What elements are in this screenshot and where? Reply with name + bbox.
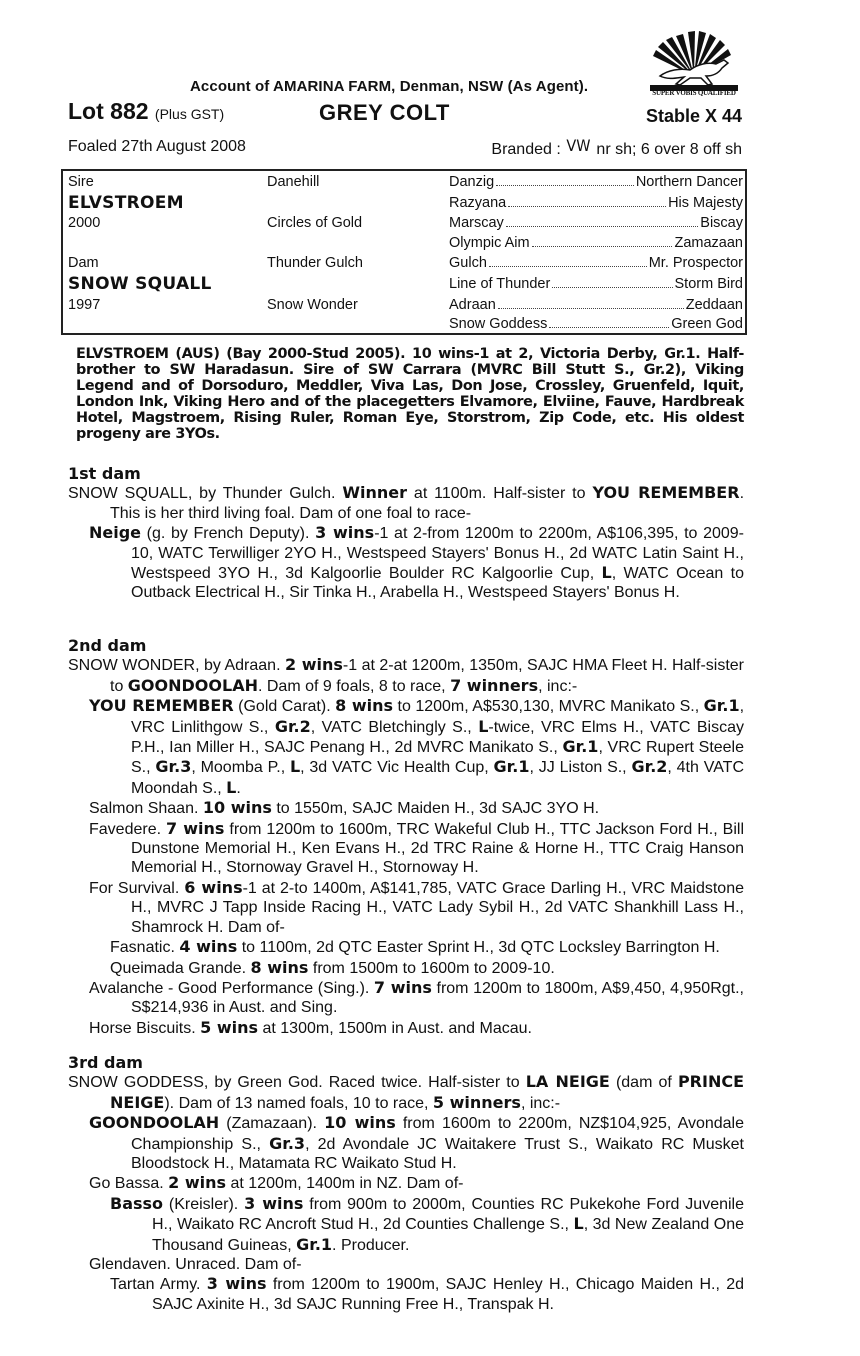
bold-text-run: Gr.3 xyxy=(269,1133,306,1153)
bold-text-run: 7 wins xyxy=(373,977,432,997)
pedigree-row xyxy=(449,195,743,211)
text-run: ). Dam of 13 named foals, 10 to race, xyxy=(164,1094,433,1112)
bold-text-run: Gr.3 xyxy=(155,757,192,777)
bold-text-run: 7 wins xyxy=(166,818,225,838)
ancestor-right: Storm Bird xyxy=(674,276,743,292)
ancestor-left: Olympic Aim xyxy=(449,235,530,251)
text-run: , inc:- xyxy=(538,677,578,695)
brand-details xyxy=(491,136,742,159)
bold-text-run: Neige xyxy=(89,523,142,543)
lot-note: (Plus GST) xyxy=(154,106,225,122)
progeny-entry xyxy=(68,798,744,818)
text-run: (Kreisler). xyxy=(163,1195,245,1213)
progeny-entry xyxy=(68,1274,744,1314)
text-run: SNOW WONDER, by Adraan. xyxy=(68,657,285,675)
first-dam-section xyxy=(68,464,744,603)
text-run: Go Bassa. xyxy=(89,1175,169,1193)
leader-dots xyxy=(552,276,672,288)
bold-text-run: 10 wins xyxy=(202,798,272,818)
dam-name: SNOW SQUALL xyxy=(68,274,212,294)
stable-number: Stable X 44 xyxy=(645,106,742,126)
progeny-entry xyxy=(68,937,744,957)
ancestor-left: Gulch xyxy=(449,255,487,271)
lot-number xyxy=(68,98,224,125)
progeny-entry xyxy=(68,696,744,798)
leader-dots xyxy=(489,255,647,267)
pedigree-row xyxy=(449,255,743,271)
progeny-entry xyxy=(68,1018,744,1038)
text-run: (Gold Carat). xyxy=(233,698,336,716)
text-run: . xyxy=(236,779,241,797)
leader-dots xyxy=(506,215,698,227)
text-run: to 1100m, 2d QTC Easter Sprint H., 3d QTC Locksley Barrington H. xyxy=(237,939,720,957)
progeny-entry xyxy=(68,1113,744,1173)
text-run: at 1300m, 1500m in Aust. and Macau. xyxy=(258,1019,532,1037)
pedigree-row xyxy=(449,276,743,292)
sire-name: ELVSTROEM xyxy=(68,193,184,213)
progeny-entry xyxy=(68,1173,744,1193)
text-run: , inc:- xyxy=(520,1094,561,1112)
bold-text-run: L xyxy=(226,777,237,797)
bold-text-run: 2 wins xyxy=(284,655,343,675)
pedigree-row xyxy=(449,235,743,251)
ancestor-left: Line of Thunder xyxy=(449,276,551,292)
pedigree-row xyxy=(449,174,743,190)
text-run: Queimada Grande. xyxy=(110,959,251,977)
section-heading: 2nd dam xyxy=(68,636,147,655)
leader-dots xyxy=(532,235,673,247)
bold-text-run: L xyxy=(478,716,489,736)
section-heading: 3rd dam xyxy=(68,1053,143,1072)
progeny-entry xyxy=(68,958,744,978)
text-run: , 3d New Zealand One Thousand Guineas, xyxy=(152,1216,744,1254)
bold-text-run: YOU REMEMBER xyxy=(592,483,740,503)
second-dam-section xyxy=(68,636,744,1038)
branded-prefix: Branded : xyxy=(491,141,566,158)
bold-text-run: 5 winners xyxy=(432,1092,521,1112)
text-run: from 1200m to 1800m, A$9,450, 4,950Rgt., S$214,936 in Aust. and Sing. xyxy=(131,979,744,1017)
text-run: Salmon Shaan. xyxy=(89,800,203,818)
ancestor-right: His Majesty xyxy=(668,195,743,211)
bold-text-run: LA NEIGE xyxy=(525,1072,610,1092)
bold-text-run: 2 wins xyxy=(168,1173,227,1193)
text-run: , VATC Bletchingly S., xyxy=(310,718,479,736)
bold-text-run: L xyxy=(601,563,612,583)
text-run: from 1500m to 1600m to 2009-10. xyxy=(308,959,555,977)
bold-text-run: 7 winners xyxy=(450,675,539,695)
leader-dots xyxy=(498,297,684,309)
bold-text-run: 8 wins xyxy=(250,957,309,977)
vendor-line: Account of AMARINA FARM, Denman, NSW (As Agent). xyxy=(190,78,589,95)
ancestor-left: Danzig xyxy=(449,174,495,190)
bold-text-run: Gr.1 xyxy=(562,737,599,757)
text-run: at 1200m, 1400m in NZ. Dam of- xyxy=(226,1175,464,1193)
logo-caption: SUPER VOBIS QUALIFIED xyxy=(652,89,736,97)
bold-text-run: Gr.1 xyxy=(703,696,740,716)
sire-dam: Circles of Gold xyxy=(267,215,363,231)
bold-text-run: Gr.1 xyxy=(296,1234,333,1254)
text-run: . Producer. xyxy=(332,1236,410,1254)
text-run: . Dam of 9 foals, 8 to race, xyxy=(257,677,451,695)
text-run: , JJ Liston S., xyxy=(529,759,632,777)
sire-sire: Danehill xyxy=(267,174,320,190)
leader-dots xyxy=(496,174,634,186)
bold-text-run: 3 wins xyxy=(244,1193,304,1213)
text-run: For Survival. xyxy=(89,879,185,897)
dam-entry xyxy=(68,1072,744,1113)
text-run: at 1100m. Half-sister to xyxy=(407,485,593,503)
text-run: SNOW SQUALL, by Thunder Gulch. xyxy=(68,485,343,503)
leader-dots xyxy=(549,316,669,328)
bold-text-run: 6 wins xyxy=(184,877,243,897)
dam-dam: Snow Wonder xyxy=(267,297,358,313)
progeny-entry xyxy=(68,878,744,937)
text-run: Glendaven. Unraced. Dam of- xyxy=(89,1256,302,1274)
progeny-entry xyxy=(68,523,744,603)
section-heading: 1st dam xyxy=(68,464,141,483)
progeny-entry xyxy=(68,1255,744,1274)
pedigree-row xyxy=(449,316,743,332)
bold-text-run: L xyxy=(573,1214,584,1234)
bold-text-run: 3 wins xyxy=(315,523,375,543)
ancestor-left: Adraan xyxy=(449,297,496,313)
text-run: Avalanche - Good Performance (Sing.). xyxy=(89,979,374,997)
bold-text-run: GOONDOOLAH xyxy=(89,1113,220,1133)
progeny-entry xyxy=(68,1194,744,1255)
dam-entry xyxy=(68,483,744,523)
third-dam-section xyxy=(68,1053,744,1314)
ancestor-left: Snow Goddess xyxy=(449,316,548,332)
text-run: , Moomba P., xyxy=(191,759,290,777)
ancestor-right: Green God xyxy=(671,316,743,332)
text-run: Favedere. xyxy=(89,820,167,838)
bold-text-run: 4 wins xyxy=(179,937,238,957)
text-run: , 3d VATC Vic Health Cup, xyxy=(300,759,494,777)
text-run: -1 at 2-from 1200m to 2200m, A$106,395, to 2009-10, WATC Terwilliger 2YO H., Westspeed Stayers' Bonus H., 2d WATC Latin Saint H., Westspeed 3YO H., 3d Kalgoorlie Boulder RC Kalgoorlie Cup, xyxy=(131,525,745,583)
bold-text-run: Winner xyxy=(342,483,408,503)
text-run: (dam of xyxy=(609,1074,678,1092)
text-run: -1 at 2-to 1400m, A$141,785, VATC Grace Darling H., VRC Maidstone H., MVRC J Tapp Inside Racing H., VATC Lady Sybil H., 2d VATC Shankhill Lass H., Shamrock H. Dam of- xyxy=(131,879,744,936)
text-run: SNOW GODDESS, by Green God. Raced twice. Half-sister to xyxy=(68,1074,526,1092)
bold-text-run: GOONDOOLAH xyxy=(127,675,258,695)
text-run: to 1200m, A$530,130, MVRC Manikato S., xyxy=(393,698,704,716)
brand-mark-icon: VW xyxy=(566,136,591,155)
text-run: -twice, VRC Elms H., VATC Biscay P.H., Ian Miller H., SAJC Penang H., 2d MVRC Manikato S., xyxy=(131,718,744,757)
text-run: -1 at 2-at 1200m, 1350m, SAJC HMA Fleet H. Half-sister to xyxy=(110,657,745,695)
lot-label: Lot 882 xyxy=(68,98,149,124)
text-run: , VRC Rupert Steele S., xyxy=(131,739,745,777)
bold-text-run: Basso xyxy=(110,1193,164,1213)
bold-text-run: 10 wins xyxy=(324,1113,396,1133)
text-run: Tartan Army. xyxy=(110,1276,207,1294)
text-run: Horse Biscuits. xyxy=(89,1019,201,1037)
text-run: from 900m to 2000m, Counties RC Pukekohe Ford Juvenile H., Waikato RC Ancroft Stud H., 2d Counties Challenge S., xyxy=(152,1195,744,1234)
ancestor-right: Mr. Prospector xyxy=(648,255,743,271)
bold-text-run: L xyxy=(289,757,301,777)
bold-text-run: YOU REMEMBER xyxy=(89,696,234,716)
text-run: Fasnatic. xyxy=(110,939,180,957)
sire-year: 2000 xyxy=(68,215,101,231)
dam-sire: Thunder Gulch xyxy=(267,255,363,271)
ancestor-left: Razyana xyxy=(449,195,507,211)
ancestor-right: Biscay xyxy=(700,215,743,231)
sire-summary: ELVSTROEM (AUS) (Bay 2000-Stud 2005). 10 wins-1 at 2, Victoria Derby, Gr.1. Half-brother to SW Haradasun. Sire of SW Carrara (MVRC Bill Stutt S., Gr.2), Viking Legend and of Dorsoduro, Meddler, Viva Las, Don Jose, Crossley, Gruenfeld, Iquit, London Ink, Viking Hero and of the placegetters Elvamore, Elviine, Fauve, Hardbreak Hotel, Magstroem, Rising Ruler, Roman Eye, Storstrom, Zip Code, etc. His oldest progeny are 3YOs. xyxy=(76,346,744,442)
bold-text-run: PRINCE NEIGE xyxy=(110,1072,745,1112)
text-run: from 1200m to 1600m, TRC Wakeful Club H., TTC Jackson Ford H., Bill Dunstone Memorial H., Ken Evans H., 2d TRC Raine & Horne H., TTC Craig Hanson Memorial H., Stornoway Gravel H., Stornoway H. xyxy=(131,820,745,877)
bold-text-run: Gr.2 xyxy=(274,716,311,736)
text-run: from 1200m to 1900m, SAJC Henley H., Chicago Maiden H., 2d SAJC Axinite H., 3d SAJC Running Free H., Transpak H. xyxy=(152,1276,745,1313)
bold-text-run: Gr.1 xyxy=(493,757,530,777)
sire-label: Sire xyxy=(68,174,94,190)
text-run: , 2d Avondale JC Waitakere Trust S., Waikato RC Musket Bloodstock H., Matamata RC Waikato Stud H. xyxy=(131,1135,745,1173)
pedigree-row xyxy=(449,297,743,313)
progeny-entry xyxy=(68,819,744,878)
bold-text-run: Gr.2 xyxy=(631,757,668,777)
ancestor-right: Zeddaan xyxy=(685,297,743,313)
bold-text-run: 5 wins xyxy=(200,1017,259,1037)
lot-title: GREY COLT xyxy=(319,100,450,125)
dam-entry xyxy=(68,655,744,696)
dam-year: 1997 xyxy=(68,297,101,313)
text-run: from 1600m to 2200m, NZ$104,925, Avondale Championship S., xyxy=(131,1115,745,1153)
bold-text-run: 3 wins xyxy=(206,1274,267,1294)
ancestor-left: Marscay xyxy=(449,215,504,231)
pedigree-row xyxy=(449,215,743,231)
text-run: , VRC Linlithgow S., xyxy=(131,698,745,736)
dam-label: Dam xyxy=(68,255,99,271)
leader-dots xyxy=(508,195,666,207)
bold-text-run: 8 wins xyxy=(335,696,394,716)
text-run: . This is her third living foal. Dam of one foal to race- xyxy=(110,485,745,522)
text-run: (g. by French Deputy). xyxy=(141,525,316,543)
text-run: , WATC Ocean to Outback Electrical H., Sir Tinka H., Arabella H., Westspeed Stayers' Bonus H. xyxy=(131,565,744,602)
text-run: , 4th VATC Moondah S., xyxy=(131,759,745,797)
text-run: to 1550m, SAJC Maiden H., 3d SAJC 3YO H. xyxy=(271,800,600,818)
foaled-date: Foaled 27th August 2008 xyxy=(68,138,246,155)
pedigree-table xyxy=(61,169,747,335)
progeny-entry xyxy=(68,978,744,1018)
text-run: (Zamazaan). xyxy=(219,1115,325,1133)
ancestor-right: Northern Dancer xyxy=(635,174,743,190)
ancestor-right: Zamazaan xyxy=(674,235,743,251)
branded-suffix: nr sh; 6 over 8 off sh xyxy=(591,141,742,158)
